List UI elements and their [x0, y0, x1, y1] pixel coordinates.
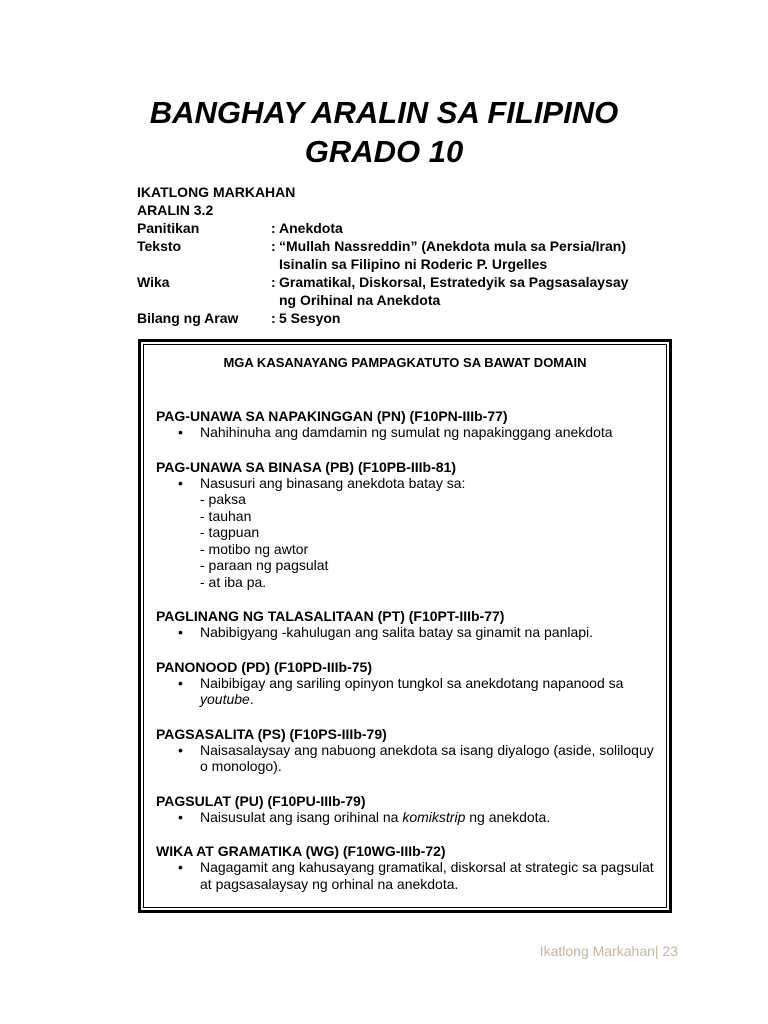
header-colon: : — [271, 310, 276, 326]
bullet-text: Naisasalaysay ang nabuong anekdota sa isang diyalogo (aside, soliloquy o monologo). — [200, 741, 654, 774]
header-row-panitikan — [137, 219, 697, 237]
section-paglinang-ng-talasalitaan — [156, 608, 662, 641]
section-heading: PANONOOD (PD) (F10PD-IIIb-75) — [156, 658, 372, 675]
bullet-item — [156, 624, 662, 641]
header-value: Gramatikal, Diskorsal, Estratedyik sa Pagsasalaysay ng Orihinal na Anekdota — [279, 274, 629, 308]
bullet-text: Nabibigyang -kahulugan ang salita batay sa ginamit na panlapi. — [200, 624, 594, 640]
bullet-text: Naisusulat ang isang orihinal na komikstrip ng anekdota. — [200, 808, 551, 825]
header-row-wika — [137, 273, 697, 309]
bullet-item — [156, 742, 662, 775]
bullet-item — [156, 859, 662, 892]
section-panonood — [156, 659, 662, 708]
competencies-box-inner — [143, 344, 667, 908]
page-title: BANGHAY ARALIN SA FILIPINO — [149, 95, 619, 130]
lesson-header — [137, 183, 697, 327]
section-heading: PAGLINANG NG TALASALITAAN (PT) (F10PT-IIIb-77) — [156, 608, 505, 624]
page-subtitle-grade: GRADO 10 — [304, 134, 464, 169]
bullet-icon: • — [178, 808, 183, 825]
page-footer: Ikatlong Markahan| 23 — [539, 943, 678, 959]
section-heading: WIKA AT GRAMATIKA (WG) (F10WG-IIIb-72) — [156, 843, 446, 859]
competency-sections — [156, 408, 662, 892]
section-pagsulat — [156, 793, 662, 826]
bullet-text: Nasusuri ang binasang anekdota batay sa: — [200, 474, 466, 491]
sub-item: - at iba pa. — [200, 573, 267, 590]
bullet-icon: • — [178, 859, 183, 875]
section-pag-unawa-sa-napakinggan — [156, 408, 662, 441]
section-wika-at-gramatika — [156, 843, 662, 892]
header-row-bilang-ng-araw — [137, 309, 697, 327]
section-heading: PAGSASALITA (PS) (F10PS-IIIb-79) — [156, 725, 387, 742]
section-heading: PAG-UNAWA SA NAPAKINGGAN (PN) (F10PN-IIIb-77) — [156, 408, 508, 424]
sub-item: - tauhan — [200, 507, 252, 524]
header-colon: : — [271, 274, 276, 290]
section-pagsasalita — [156, 726, 662, 775]
header-colon: : — [271, 238, 276, 254]
header-value: “Mullah Nassreddin” (Anekdota mula sa Persia/Iran) Isinalin sa Filipino ni Roderic P. Urgelles — [279, 238, 626, 272]
header-value: Anekdota — [279, 220, 343, 236]
quarter-label: IKATLONG MARKAHAN — [137, 184, 296, 200]
bullet-item — [156, 475, 662, 492]
bullet-item — [156, 675, 662, 708]
header-colon: : — [271, 220, 276, 236]
header-label: Panitikan — [137, 220, 200, 236]
sub-item: - tagpuan — [200, 524, 260, 540]
competencies-box-title: MGA KASANAYANG PAMPAGKATUTO SA BAWAT DOMAIN — [223, 355, 587, 370]
section-heading: PAGSULAT (PU) (F10PU-IIIb-79) — [156, 792, 366, 809]
bullet-icon: • — [178, 624, 183, 640]
bullet-text: Naibibigay ang sariling opinyon tungkol sa anekdotang napanood sa youtube. — [200, 674, 624, 707]
section-heading: PAG-UNAWA SA BINASA (PB) (F10PB-IIIb-81) — [156, 458, 456, 475]
header-value: 5 Sesyon — [279, 310, 341, 326]
header-row-teksto — [137, 237, 697, 273]
lesson-number: ARALIN 3.2 — [137, 202, 214, 218]
bullet-item — [156, 424, 662, 441]
sub-item: - motibo ng awtor — [200, 540, 309, 557]
header-label: Teksto — [137, 238, 182, 254]
section-pag-unawa-sa-binasa — [156, 459, 662, 591]
competencies-box — [138, 339, 672, 913]
bullet-icon: • — [178, 424, 183, 440]
header-label: Bilang ng Araw — [137, 310, 239, 326]
bullet-icon: • — [178, 674, 183, 691]
sub-item: - paraan ng pagsulat — [200, 557, 329, 573]
bullet-text: Nagagamit ang kahusayang gramatikal, diskorsal at strategic sa pagsulat at pagsasalaysay ng orhinal na anekdota. — [200, 859, 654, 892]
bullet-icon: • — [178, 741, 183, 758]
bullet-item — [156, 809, 662, 826]
bullet-icon: • — [178, 474, 183, 491]
sub-item: - paksa — [200, 491, 246, 507]
bullet-text: Nahihinuha ang damdamin ng sumulat ng napakinggang anekdota — [200, 424, 613, 440]
header-label: Wika — [137, 274, 170, 290]
